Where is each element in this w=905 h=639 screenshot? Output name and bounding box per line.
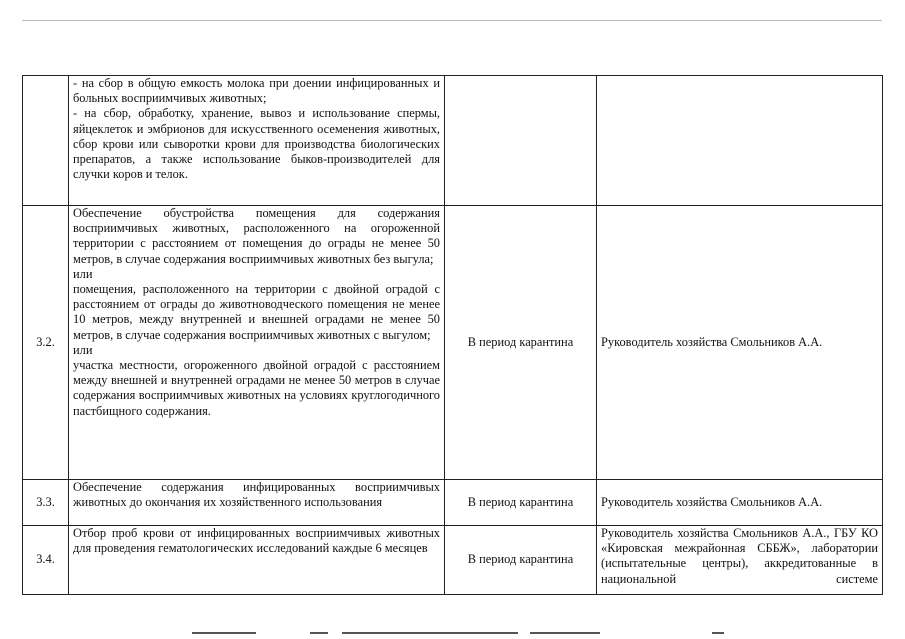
page-top-rule	[22, 20, 882, 21]
row-number-cell: 3.2.	[23, 206, 69, 480]
measure-paragraph: или	[73, 342, 93, 357]
scan-mark	[310, 632, 328, 634]
responsible-cell: Руководитель хозяйства Смольников А.А.	[597, 480, 883, 526]
row-number-cell: 3.4.	[23, 526, 69, 595]
table-row	[23, 76, 883, 206]
row-number-cell: 3.3.	[23, 480, 69, 526]
row-number-cell	[23, 76, 69, 206]
term-cell	[445, 76, 597, 206]
scan-mark	[712, 632, 724, 634]
term-cell: В период карантина	[445, 526, 597, 595]
scan-mark	[192, 632, 256, 634]
measure-paragraph: участка местности, огороженного двойной оградой с расстоянием между внешней и внутренней оградами не менее 50 метров в случае содержания восприимчивых животных на условиях круглогодичного пастбищного содержания.	[73, 358, 440, 418]
measure-paragraph: Обеспечение содержания инфицированных восприимчивых животных до окончания их хозяйственного использования	[73, 480, 440, 510]
measure-paragraph: Отбор проб крови от инфицированных восприимчивых животных для проведения гематологических исследований каждые 6 месяцев	[73, 526, 440, 556]
measure-paragraph: - на сбор, обработку, хранение, вывоз и использование спермы, яйцеклеток и эмбрионов для искусственного осеменения животных, сбор крови или сыворотки крови для производства биологических препаратов, а также использование быков-производителей для случки коров и телок.	[73, 106, 440, 182]
table-row	[23, 480, 883, 526]
responsible-cell	[597, 76, 883, 206]
measure-paragraph: Обеспечение обустройства помещения для содержания восприимчивых животных, расположенного на огороженной территории с расстоянием от помещения до ограды не менее 50 метров, в случае содержания восприимчивых животных без выгула;	[73, 206, 440, 266]
table-row	[23, 526, 883, 595]
measure-paragraph: - на сбор в общую емкость молока при доении инфицированных и больных восприимчивых животных;	[73, 76, 440, 106]
measure-paragraph: или	[73, 266, 93, 281]
responsible-cell	[597, 526, 883, 595]
term-cell: В период карантина	[445, 480, 597, 526]
measure-cell	[69, 206, 445, 480]
measure-cell	[69, 480, 445, 526]
scan-mark	[342, 632, 518, 634]
quarantine-measures-table	[22, 75, 883, 595]
term-cell: В период карантина	[445, 206, 597, 480]
table-row	[23, 206, 883, 480]
scan-mark	[530, 632, 600, 634]
measure-paragraph: помещения, расположенного на территории с двойной оградой с расстоянием от ограды до животноводческого помещения не менее 10 метров, между внутренней и внешней оградами не менее 50 метров, в случае содержания восприимчивых животных с выгулом;	[73, 282, 440, 342]
scan-edge-marks	[0, 632, 905, 635]
responsible-cell: Руководитель хозяйства Смольников А.А.	[597, 206, 883, 480]
measure-cell	[69, 76, 445, 206]
measure-cell	[69, 526, 445, 595]
responsible-text: Руководитель хозяйства Смольников А.А., ГБУ КО «Кировская межрайонная СББЖ», лаборатории (испытательные центры), аккредитованные в национальной системе	[601, 526, 878, 586]
